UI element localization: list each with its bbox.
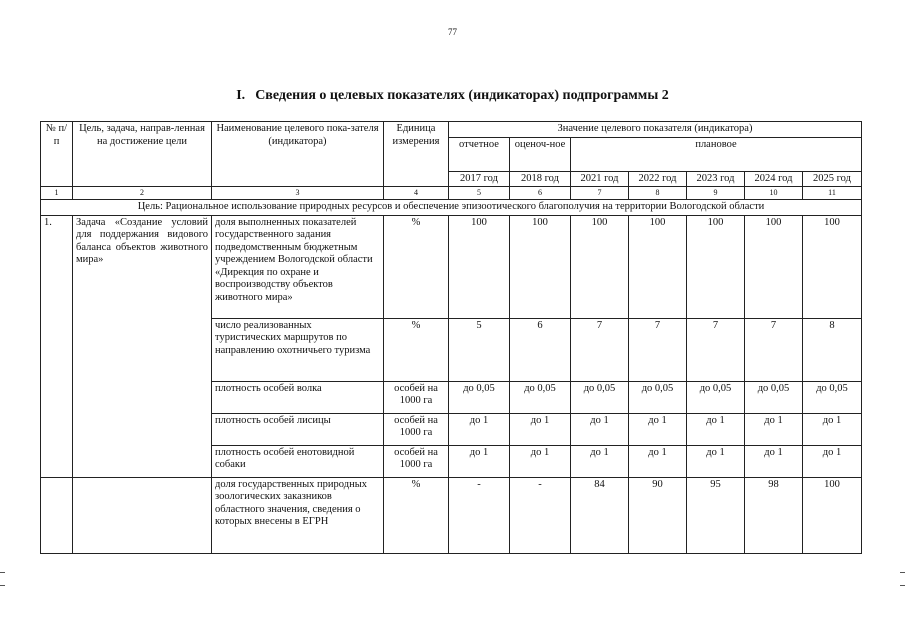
- value-cell: 7: [687, 318, 745, 381]
- value-cell: до 1: [687, 445, 745, 477]
- section-title: [0, 88, 905, 104]
- unit-cell: %: [384, 477, 449, 553]
- value-cell: 84: [571, 477, 629, 553]
- value-cell: до 0,05: [629, 381, 687, 413]
- section-number: I.: [236, 88, 246, 103]
- unit-cell: особей на 1000 га: [384, 381, 449, 413]
- value-cell: до 1: [571, 413, 629, 445]
- year-cell: 2021 год: [571, 171, 629, 187]
- column-number: 5: [449, 187, 510, 200]
- unit-cell: особей на 1000 га: [384, 413, 449, 445]
- column-number: 10: [745, 187, 803, 200]
- indicators-table: [40, 121, 862, 554]
- task-number: 1.: [41, 215, 73, 477]
- table-row: [41, 477, 862, 553]
- value-cell: до 1: [803, 445, 862, 477]
- value-cell: -: [449, 477, 510, 553]
- column-number: 11: [803, 187, 862, 200]
- value-cell: до 1: [571, 445, 629, 477]
- indicator-name: плотность особей енотовидной собаки: [212, 445, 384, 477]
- header-row-1: [41, 122, 862, 138]
- header-value: Значение целевого показателя (индикатора): [449, 122, 862, 138]
- value-cell: до 1: [745, 445, 803, 477]
- year-cell: 2018 год: [510, 171, 571, 187]
- indicator-name: плотность особей волка: [212, 381, 384, 413]
- column-number: 6: [510, 187, 571, 200]
- value-cell: 90: [629, 477, 687, 553]
- value-cell: до 1: [803, 413, 862, 445]
- value-cell: до 1: [449, 413, 510, 445]
- year-cell: 2017 год: [449, 171, 510, 187]
- value-cell: до 1: [745, 413, 803, 445]
- goal-row: [41, 200, 862, 216]
- value-cell: до 0,05: [745, 381, 803, 413]
- value-cell: 98: [745, 477, 803, 553]
- value-cell: 7: [629, 318, 687, 381]
- value-cell: -: [510, 477, 571, 553]
- section-title-text: Сведения о целевых показателях (индикаторах) подпрограммы 2: [255, 88, 669, 103]
- value-cell: до 0,05: [687, 381, 745, 413]
- header-reported: отчетное: [449, 137, 510, 171]
- value-cell: до 0,05: [571, 381, 629, 413]
- unit-cell: %: [384, 318, 449, 381]
- header-no: № п/п: [41, 122, 73, 187]
- value-cell: 100: [510, 215, 571, 318]
- value-cell: до 1: [510, 413, 571, 445]
- indicator-name: доля выполненных показателей государственного задания подведомственным бюджетным учреждением Вологодской области «Дирекция по охране и воспроизводству объектов животного мира»: [212, 215, 384, 318]
- value-cell: до 0,05: [449, 381, 510, 413]
- empty-cell: [73, 477, 212, 553]
- goal-text: Цель: Рациональное использование природных ресурсов и обеспечение эпизоотического благополучия на территории Вологодской области: [41, 200, 862, 216]
- column-number: 7: [571, 187, 629, 200]
- column-number: 8: [629, 187, 687, 200]
- column-number: 2: [73, 187, 212, 200]
- value-cell: до 1: [510, 445, 571, 477]
- value-cell: 100: [571, 215, 629, 318]
- value-cell: 100: [745, 215, 803, 318]
- value-cell: 6: [510, 318, 571, 381]
- value-cell: 100: [449, 215, 510, 318]
- indicator-name: доля государственных природных зоологических заказников областного значения, сведения о которых внесены в ЕГРН: [212, 477, 384, 553]
- column-number: 9: [687, 187, 745, 200]
- column-number: 4: [384, 187, 449, 200]
- header-indicator: Наименование целевого пока-зателя (индикатора): [212, 122, 384, 187]
- scan-edge-mark: [0, 585, 5, 586]
- value-cell: 7: [745, 318, 803, 381]
- header-unit: Единица измерения: [384, 122, 449, 187]
- column-number: 1: [41, 187, 73, 200]
- scan-edge-mark: [900, 585, 905, 586]
- page-number: 77: [448, 27, 457, 37]
- unit-cell: особей на 1000 га: [384, 445, 449, 477]
- value-cell: до 0,05: [510, 381, 571, 413]
- scan-edge-mark: [0, 572, 5, 573]
- table-row: [41, 215, 862, 318]
- year-cell: 2025 год: [803, 171, 862, 187]
- scan-edge-mark: [900, 572, 905, 573]
- value-cell: 8: [803, 318, 862, 381]
- value-cell: 7: [571, 318, 629, 381]
- indicator-name: число реализованных туристических маршрутов по направлению охотничьего туризма: [212, 318, 384, 381]
- value-cell: 5: [449, 318, 510, 381]
- value-cell: до 1: [629, 413, 687, 445]
- indicator-name: плотность особей лисицы: [212, 413, 384, 445]
- value-cell: 100: [629, 215, 687, 318]
- year-cell: 2022 год: [629, 171, 687, 187]
- year-cell: 2023 год: [687, 171, 745, 187]
- header-planned: плановое: [571, 137, 862, 171]
- empty-cell: [41, 477, 73, 553]
- value-cell: до 1: [687, 413, 745, 445]
- value-cell: до 1: [449, 445, 510, 477]
- value-cell: 100: [803, 477, 862, 553]
- year-cell: 2024 год: [745, 171, 803, 187]
- value-cell: до 1: [629, 445, 687, 477]
- value-cell: 100: [687, 215, 745, 318]
- value-cell: до 0,05: [803, 381, 862, 413]
- value-cell: 100: [803, 215, 862, 318]
- unit-cell: %: [384, 215, 449, 318]
- value-cell: 95: [687, 477, 745, 553]
- task-text: Задача «Создание условий для поддержания видового баланса объектов животного мира»: [73, 215, 212, 477]
- column-number-row: [41, 187, 862, 200]
- header-estimated: оценоч-ное: [510, 137, 571, 171]
- column-number: 3: [212, 187, 384, 200]
- header-goal: Цель, задача, направ-ленная на достижение цели: [73, 122, 212, 187]
